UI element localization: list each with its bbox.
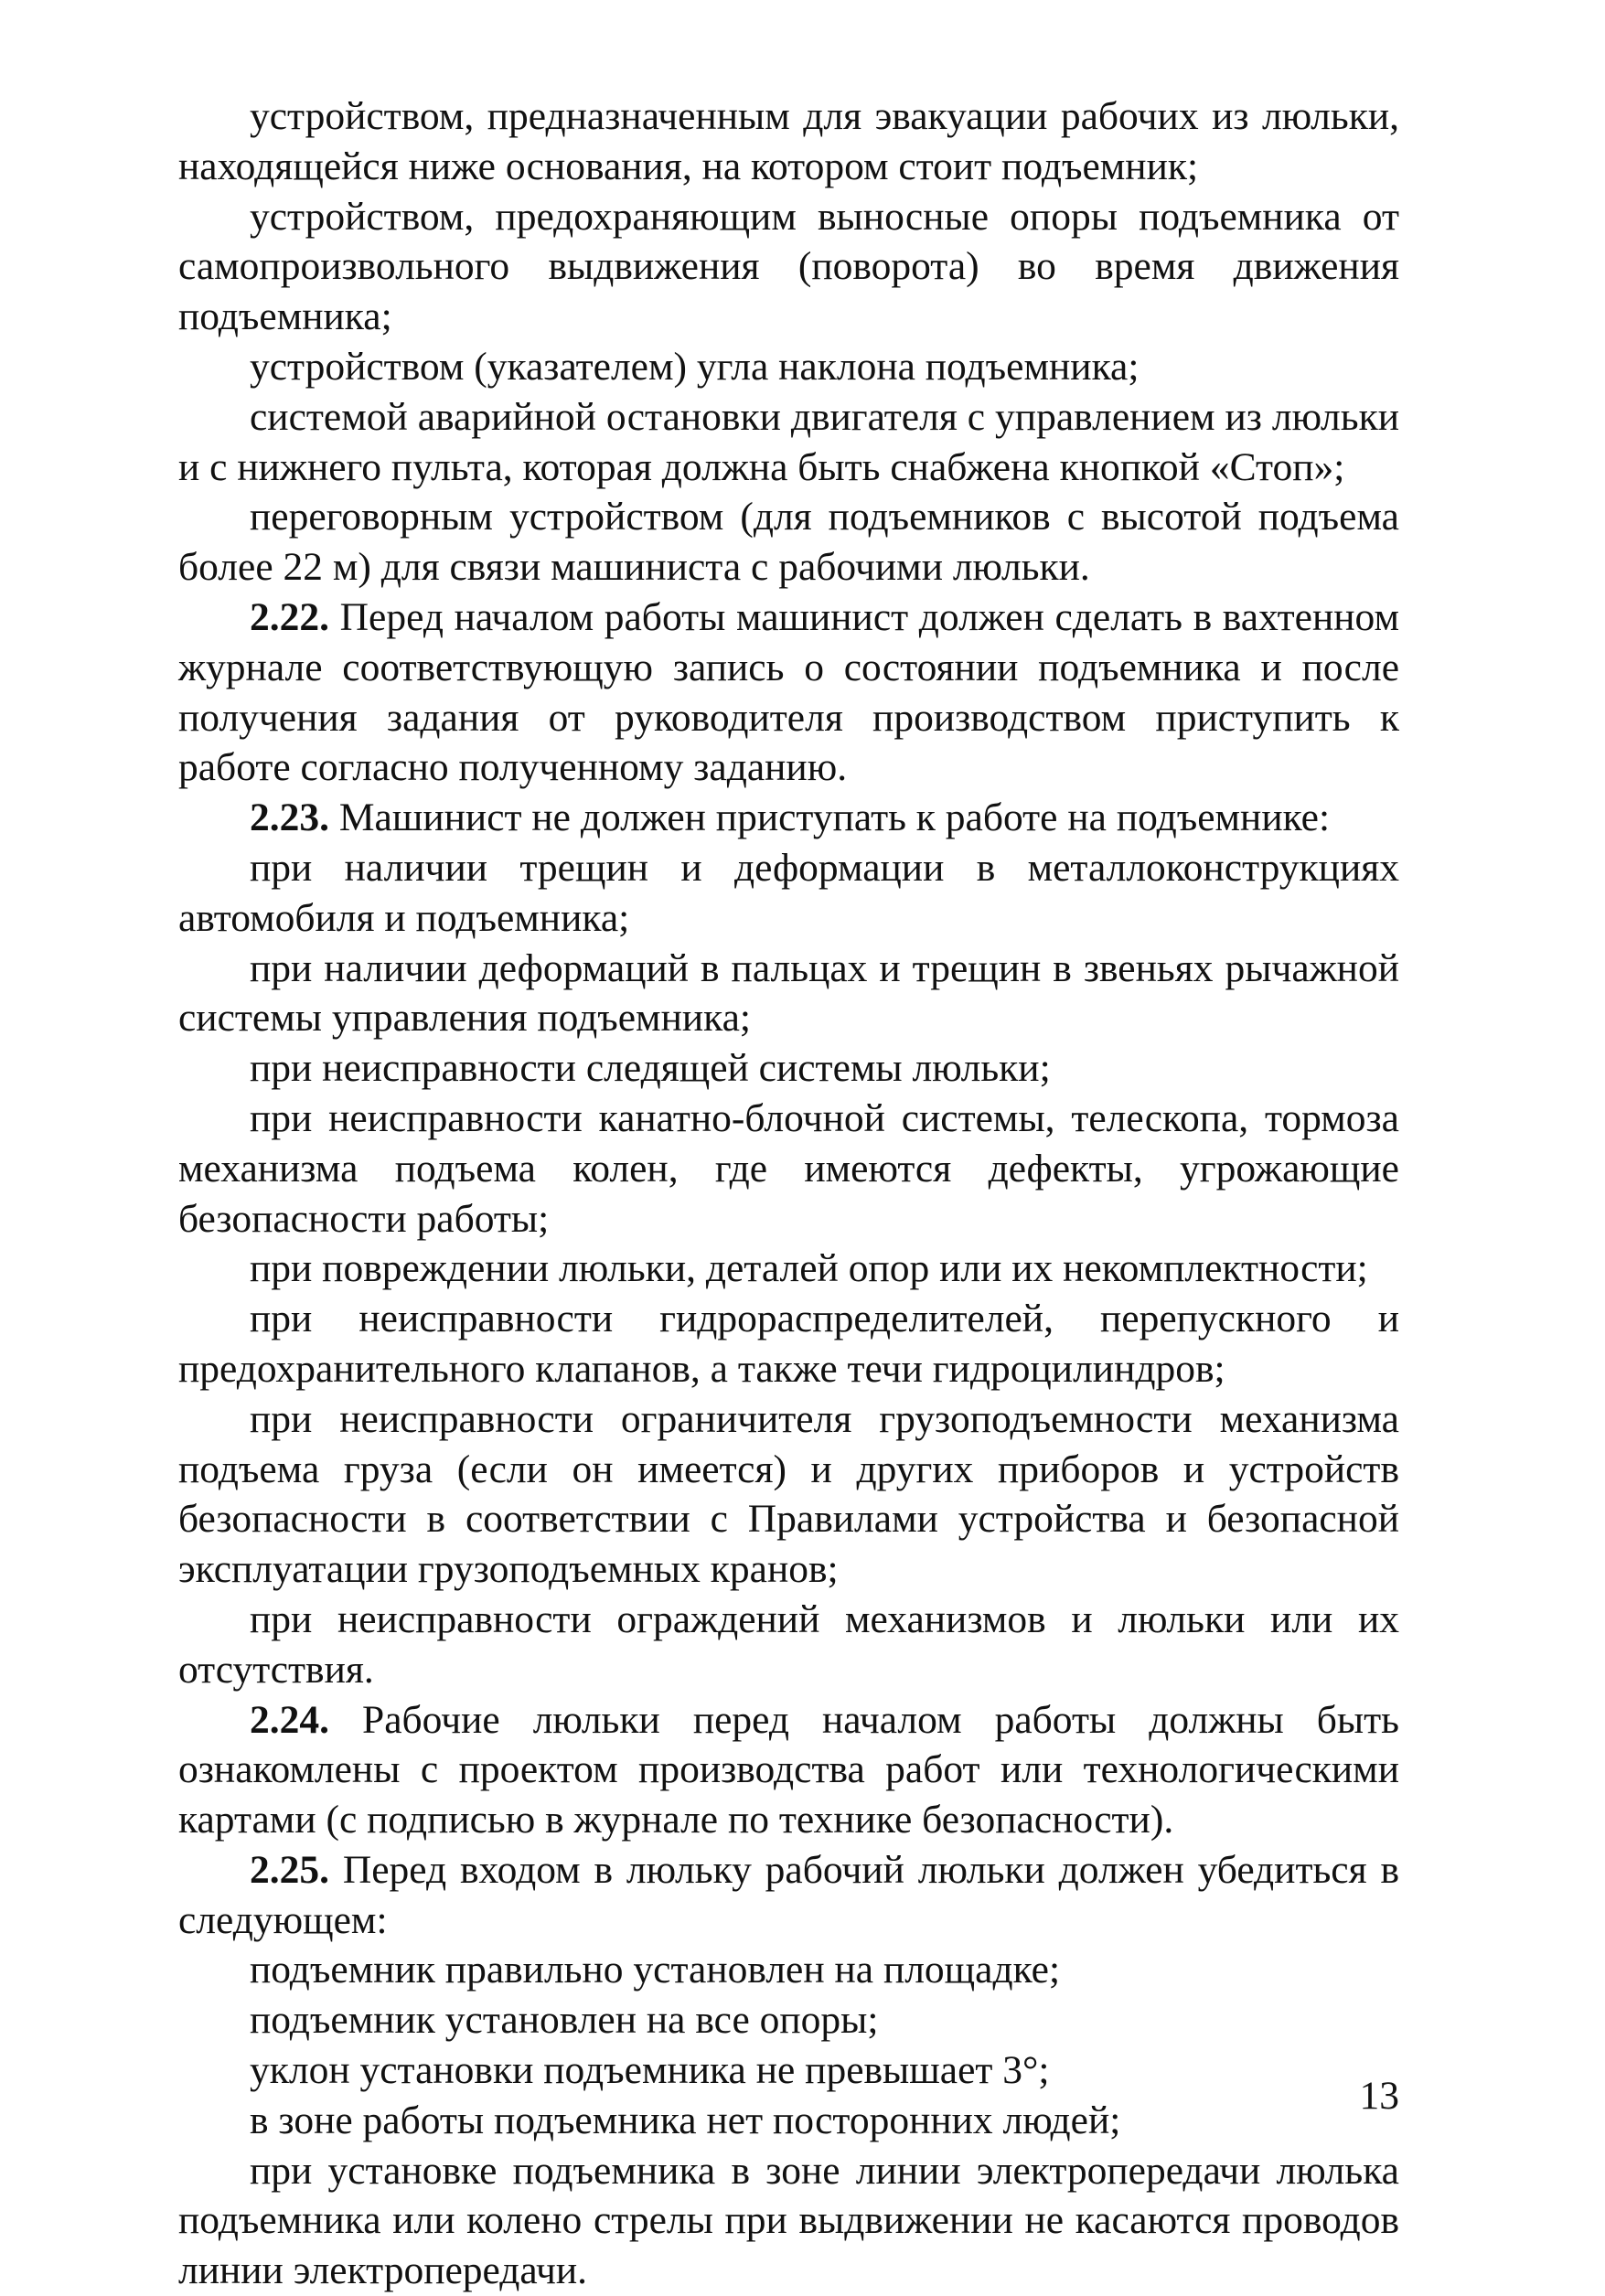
list-item: при неисправности ограждений механизмов и люльки или их отсутствия. xyxy=(178,1597,1399,1692)
section-number: 2.22. xyxy=(250,594,329,639)
paragraph: устройством, предназначенным для эвакуации рабочих из люльки, находящейся ниже основания, на котором стоит подъемник; xyxy=(178,94,1399,188)
page-number: 13 xyxy=(1359,2074,1399,2118)
section-2-25 xyxy=(178,1845,1399,1946)
section-number: 2.24. xyxy=(250,1697,329,1742)
paragraph: переговорным устройством (для подъемников с высотой подъема более 22 м) для связи машиниста с рабочими люльки. xyxy=(178,495,1399,590)
section-2-22 xyxy=(178,593,1399,793)
section-number: 2.23. xyxy=(250,796,329,840)
section-2-23 xyxy=(178,793,1399,843)
section-text: Перед началом работы машинист должен сделать в вахтенном журнале соответствующую запись о состоянии подъемника и после получения задания от руководителя производством приступить к работе согласно полученному заданию. xyxy=(178,594,1399,790)
list-item: в зоне работы подъемника нет посторонних людей; xyxy=(250,2098,1121,2142)
list-item: при неисправности гидрораспределителей, перепускного и предохранительного клапанов, а также течи гидроцилиндров; xyxy=(178,1297,1399,1391)
list-item: подъемник правильно установлен на площадке; xyxy=(250,1948,1061,1992)
section-2-24 xyxy=(178,1695,1399,1845)
section-text: Рабочие люльки перед началом работы должны быть ознакомлены с проектом производства работ или технологическими картами (с подписью в журнале по технике безопасности). xyxy=(178,1697,1399,1842)
list-item: при повреждении люльки, деталей опор или их некомплектности; xyxy=(250,1246,1368,1291)
paragraph: устройством, предохраняющим выносные опоры подъемника от самопроизвольного выдвижения (поворота) во время движения подъемника; xyxy=(178,194,1399,339)
section-text: Перед входом в люльку рабочий люльки должен убедиться в следующем: xyxy=(178,1847,1399,1942)
list-item: при неисправности канатно-блочной системы, телескопа, тормоза механизма подъема колен, где имеются дефекты, угрожающие безопасности работы; xyxy=(178,1095,1399,1241)
list-item: при установке подъемника в зоне линии электропередачи люлька подъемника или колено стрелы при выдвижении не касаются проводов линии электропередачи. xyxy=(178,2148,1399,2293)
section-number: 2.25. xyxy=(250,1847,329,1892)
page-text xyxy=(178,91,1399,2296)
list-item: при неисправности ограничителя грузоподъемности механизма подъема груза (если он имеется) и других приборов и устройств безопасности в соответствии с Правилами устройства и безопасной эксплуатации грузоподъемных кранов; xyxy=(178,1396,1399,1592)
list-item: подъемник установлен на все опоры; xyxy=(250,1998,879,2043)
list-item: уклон установки подъемника не превышает 3°; xyxy=(250,2048,1050,2093)
list-item: при наличии трещин и деформации в металлоконструкциях автомобиля и подъемника; xyxy=(178,845,1399,940)
section-text: Машинист не должен приступать к работе на подъемнике: xyxy=(329,796,1331,840)
paragraph: устройством (указателем) угла наклона подъемника; xyxy=(250,344,1140,389)
list-item: при наличии деформаций в пальцах и трещин в звеньях рычажной системы управления подъемника; xyxy=(178,945,1399,1041)
paragraph: системой аварийной остановки двигателя с управлением из люльки и с нижнего пульта, которая должна быть снабжена кнопкой «Стоп»; xyxy=(178,394,1399,489)
list-item: при неисправности следящей системы люльки; xyxy=(250,1046,1051,1091)
